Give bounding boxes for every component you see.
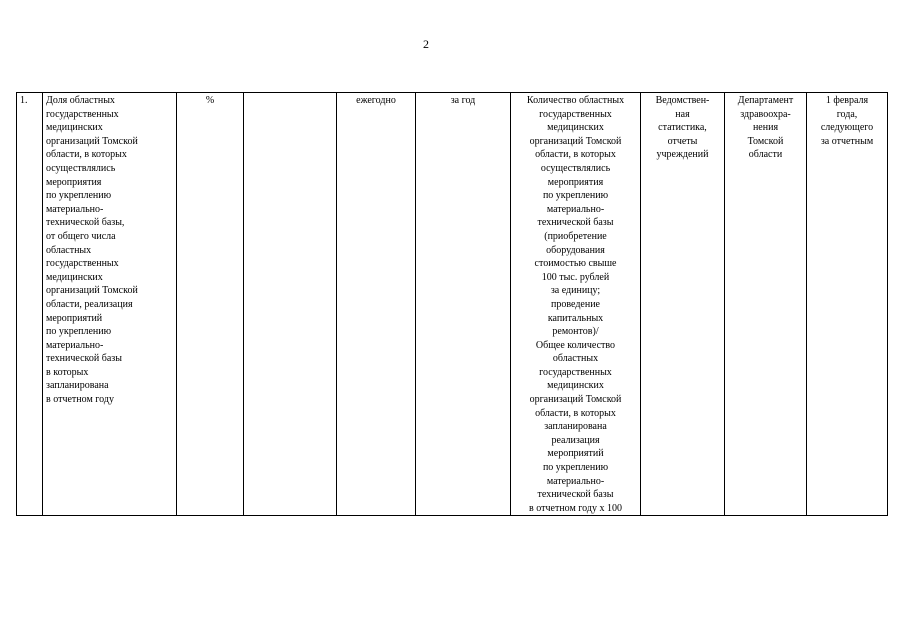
table-row (17, 93, 888, 516)
indicator-name-cell: Доля областных государственных медицинских организаций Томской области, в которых осуществлялись мероприятия по укреплению материально- технической базы, от общего числа областных государственных медицинских организаций Томской области, реализация мероприятий по укреплению материально- технической базы в которых запланирована в отчетном году (43, 93, 177, 516)
source-cell: Ведомствен- ная статистика, отчеты учреждений (641, 93, 725, 516)
row-number-cell: 1. (17, 93, 43, 516)
unit-cell: % (177, 93, 244, 516)
period-cell: за год (416, 93, 511, 516)
formula-cell: Количество областных государственных медицинских организаций Томской области, в которых осуществлялись мероприятия по укреплению материально- технической базы (приобретение оборудования стоимостью свыше 100 тыс. рублей за единицу; проведение капитальных ремонтов)/ Общее количество областных государственных медицинских организаций Томской области, в которых запланирована реализация мероприятий по укреплению материально- технической базы в отчетном году х 100 (511, 93, 641, 516)
page-number: 2 (423, 37, 429, 51)
deadline-cell: 1 февраля года, следующего за отчетным (807, 93, 888, 516)
frequency-cell: ежегодно (337, 93, 416, 516)
empty-cell (244, 93, 337, 516)
responsible-cell: Департамент здравоохра- нения Томской области (725, 93, 807, 516)
indicator-table (16, 92, 888, 516)
